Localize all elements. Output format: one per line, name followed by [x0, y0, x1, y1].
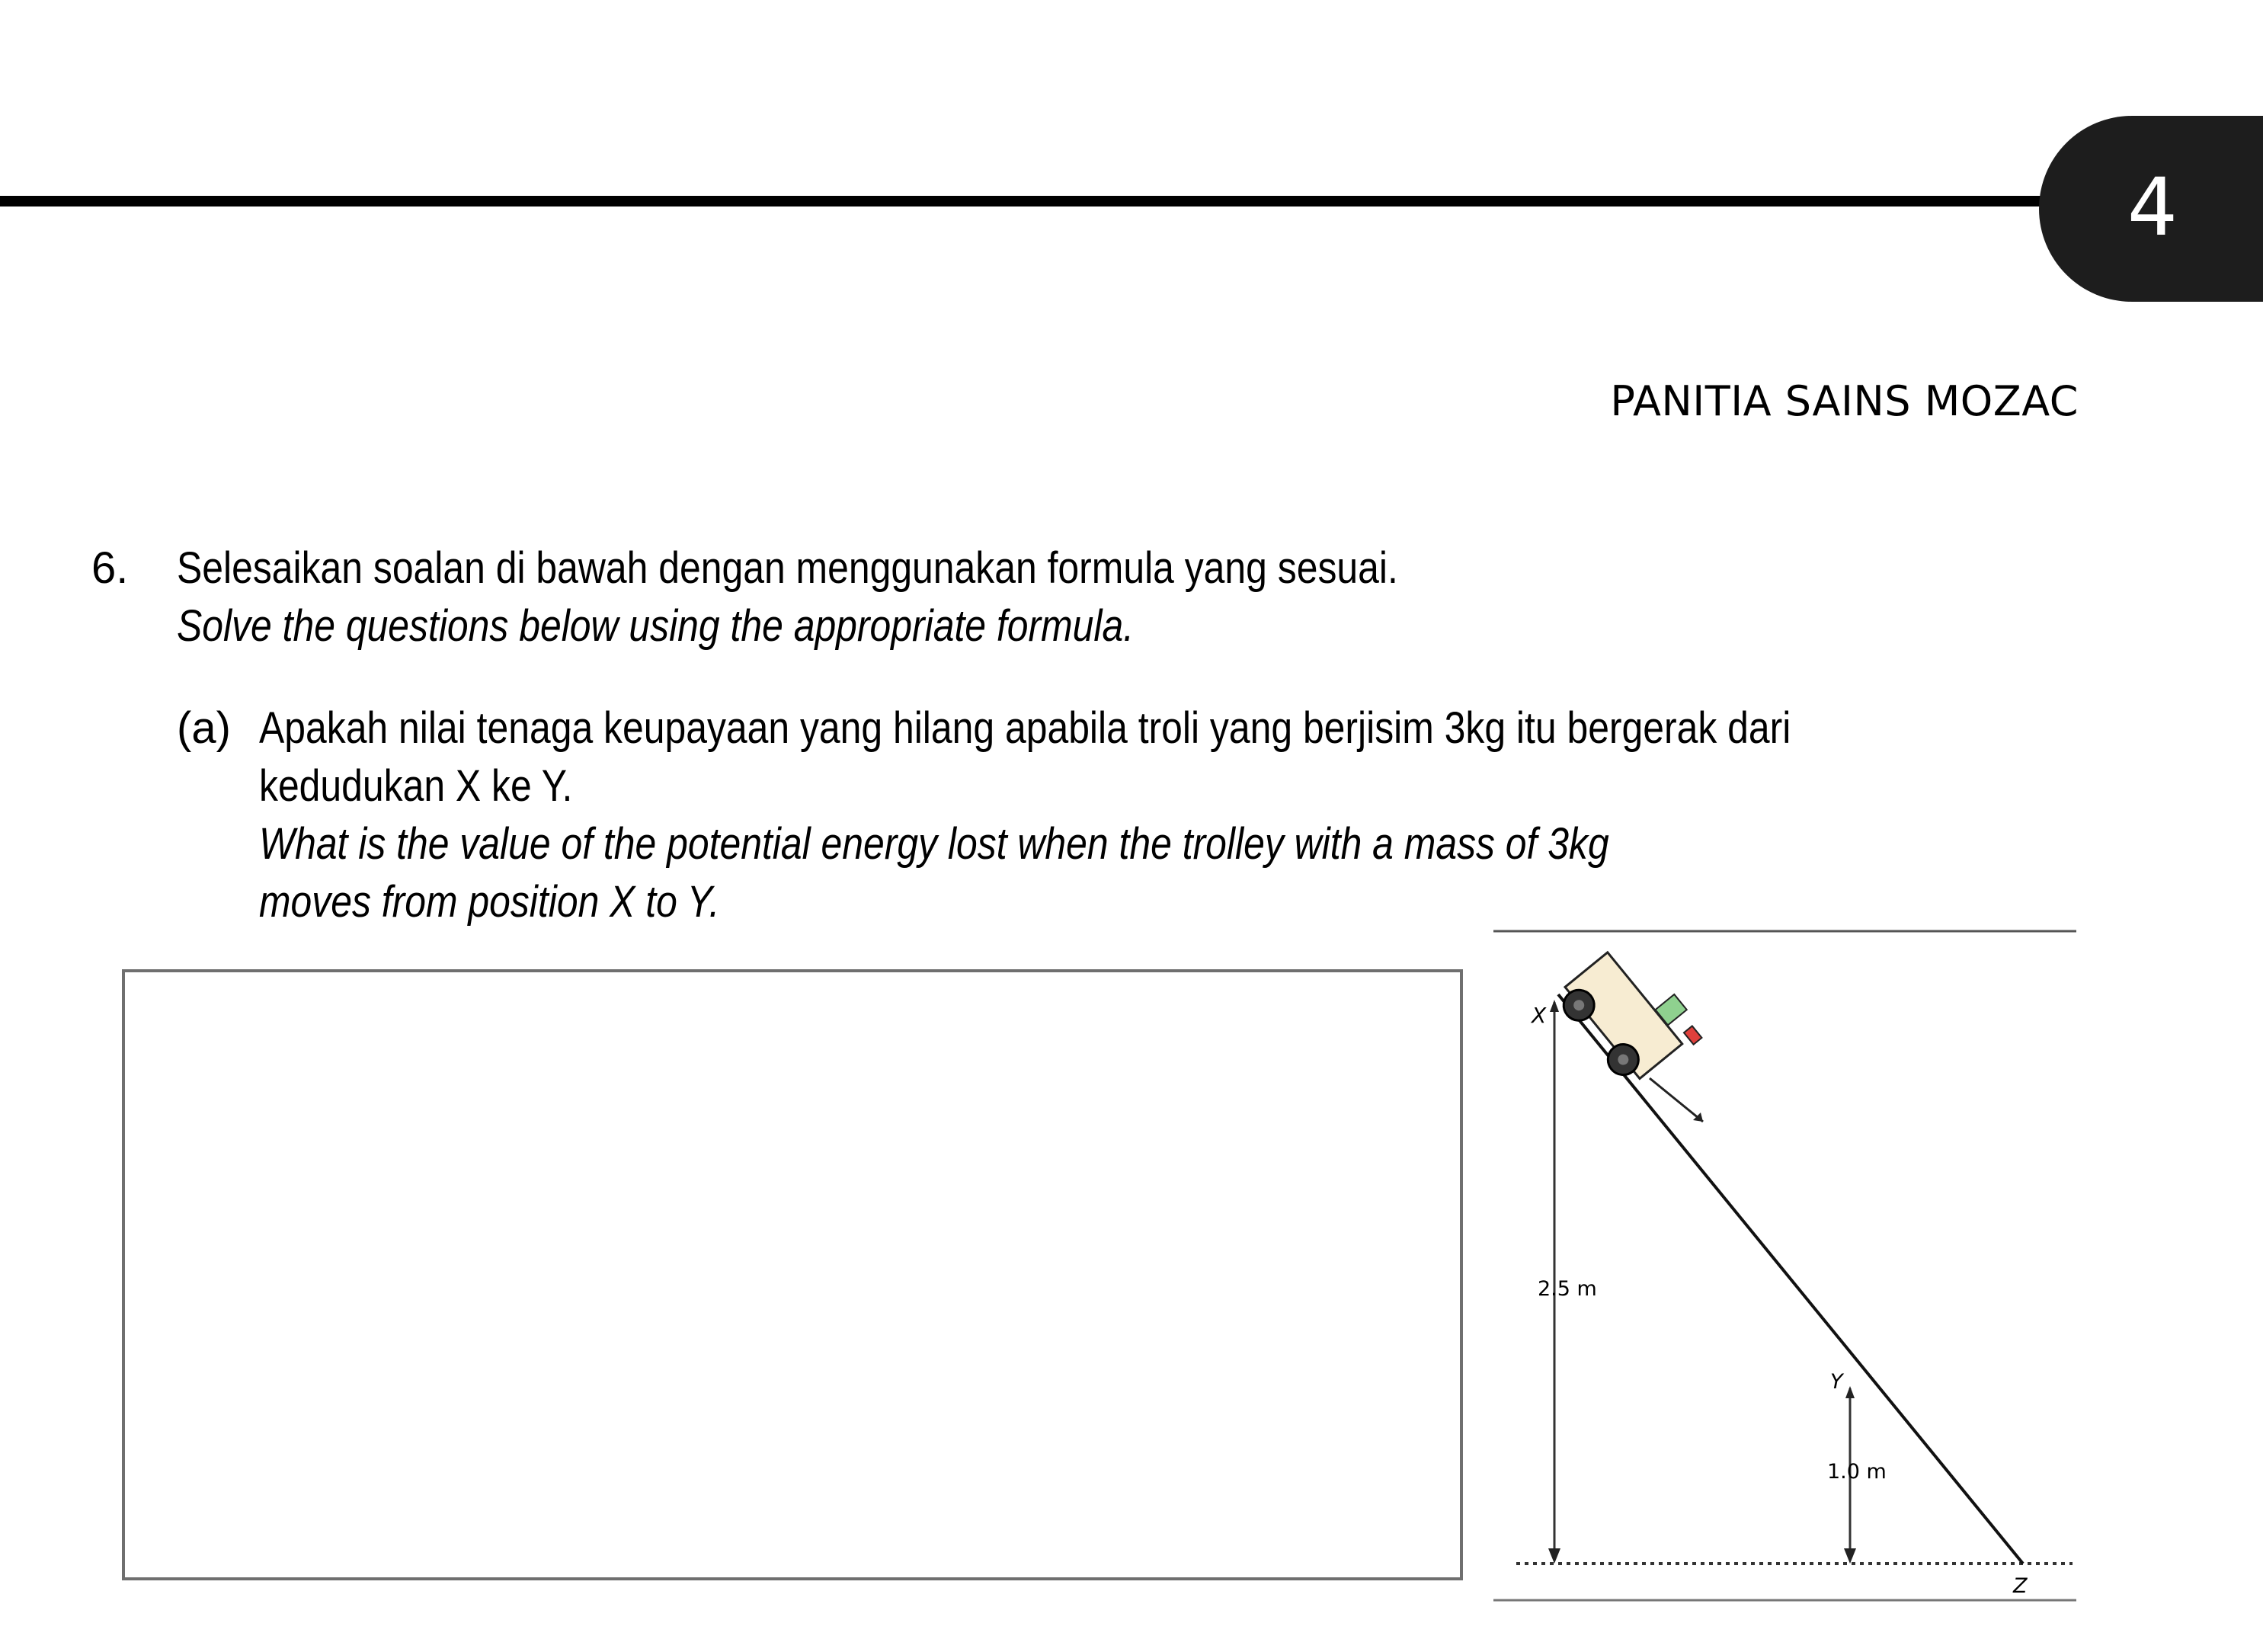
label-z: Z: [2013, 1574, 2028, 1598]
label-height-y: 1.0 m: [1827, 1460, 1887, 1484]
part-text-ms-line1: Apakah nilai tenaga keupayaan yang hilang apabila troli yang berjisim 3kg itu bergerak dari: [259, 703, 1791, 753]
page-number: 4: [2127, 161, 2178, 254]
panel-title: PANITIA SAINS MOZAC: [1610, 377, 2079, 425]
incline-slope: [1558, 994, 2023, 1564]
part-text-en-line2: moves from position X to Y.: [259, 877, 720, 927]
question-instruction-ms: Selesaikan soalan di bawah dengan menggunakan formula yang sesuai.: [177, 543, 1398, 593]
part-label: (a): [177, 703, 231, 753]
question-instruction-en: Solve the questions below using the appropriate formula.: [177, 601, 1135, 651]
part-text-en-line1: What is the value of the potential energy lost when the trolley with a mass of 3kg: [259, 819, 1609, 869]
part-text-ms-line2: kedudukan X ke Y.: [259, 761, 573, 811]
header-rule: [0, 196, 2057, 206]
label-x: X: [1532, 1003, 1547, 1028]
question-number: 6.: [91, 543, 129, 593]
trolley: [1553, 936, 1707, 1095]
label-height-x: 2.5 m: [1538, 1277, 1597, 1301]
label-y: Y: [1830, 1370, 1843, 1394]
answer-box[interactable]: [122, 969, 1463, 1580]
incline-diagram: [1486, 922, 2080, 1615]
